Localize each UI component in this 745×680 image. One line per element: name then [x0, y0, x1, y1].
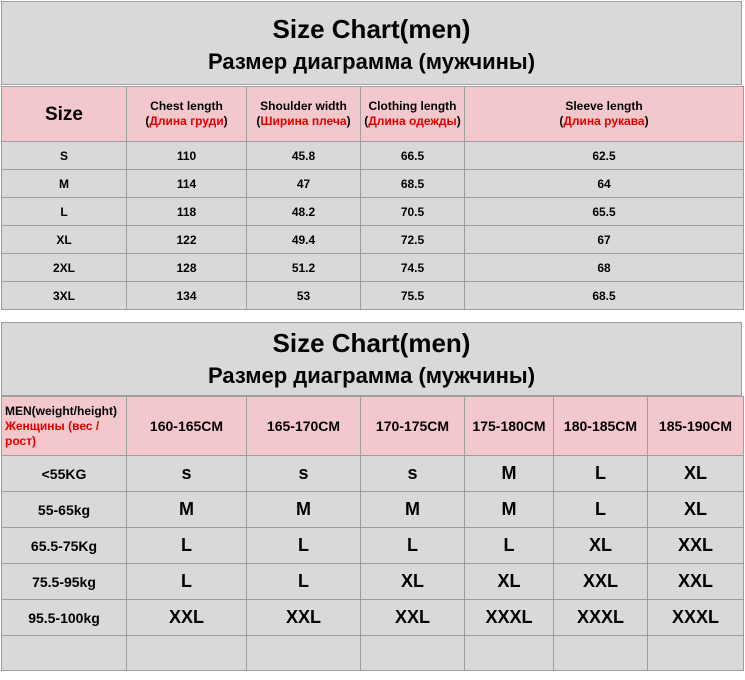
header-height: 160-165CM	[127, 397, 247, 456]
table-cell: 45.8	[247, 142, 361, 170]
header-shoulder-en: Shoulder width	[260, 99, 347, 113]
table-cell: 128	[127, 254, 247, 282]
measurement-header-row	[2, 87, 744, 142]
header-height: 170-175CM	[361, 397, 465, 456]
size-cell: XXL	[127, 600, 247, 636]
weight-cell: 75.5-95kg	[2, 564, 127, 600]
weight-cell: 95.5-100kg	[2, 600, 127, 636]
size-cell: M	[465, 492, 554, 528]
size-cell: XL	[465, 564, 554, 600]
table-cell: 70.5	[361, 198, 465, 226]
header-chest: Chest length (Длина груди)	[127, 87, 247, 142]
size-cell: s	[127, 456, 247, 492]
header-height: 180-185CM	[554, 397, 648, 456]
table-cell: XL	[2, 226, 127, 254]
table-cell: 2XL	[2, 254, 127, 282]
table-row	[2, 142, 744, 170]
table-cell: 53	[247, 282, 361, 310]
empty-row	[2, 636, 744, 671]
header-size: Size	[2, 87, 127, 142]
table-cell: 64	[465, 170, 744, 198]
size-cell: L	[465, 528, 554, 564]
table-cell: 49.4	[247, 226, 361, 254]
weight-cell: 55-65kg	[2, 492, 127, 528]
chart2-title-en: Size Chart(men)	[272, 328, 471, 358]
table-cell: 122	[127, 226, 247, 254]
header-men-ru: Женщины (вес / рост)	[5, 418, 100, 448]
size-cell: XXL	[554, 564, 648, 600]
chart1-title-en: Size Chart(men)	[272, 14, 471, 44]
empty-cell	[648, 636, 744, 671]
header-height: 185-190CM	[648, 397, 744, 456]
size-cell: XXL	[247, 600, 361, 636]
table-cell: 51.2	[247, 254, 361, 282]
size-cell: XXXL	[648, 600, 744, 636]
table-cell: 110	[127, 142, 247, 170]
table-row	[2, 198, 744, 226]
weight-cell: 65.5-75Kg	[2, 528, 127, 564]
header-chest-ru: Длина груди	[149, 114, 224, 128]
size-cell: XL	[648, 492, 744, 528]
size-cell: XXXL	[465, 600, 554, 636]
size-cell: XXL	[648, 528, 744, 564]
empty-cell	[127, 636, 247, 671]
size-cell: M	[127, 492, 247, 528]
size-cell: M	[361, 492, 465, 528]
table-row	[2, 456, 744, 492]
size-cell: L	[554, 492, 648, 528]
size-cell: XL	[648, 456, 744, 492]
weight-cell: <55KG	[2, 456, 127, 492]
section-divider	[1, 312, 742, 322]
table-cell: 134	[127, 282, 247, 310]
table-cell: 3XL	[2, 282, 127, 310]
table-cell: 48.2	[247, 198, 361, 226]
header-sleeve-ru: Длина рукава	[563, 114, 645, 128]
table-cell: M	[2, 170, 127, 198]
size-cell: M	[465, 456, 554, 492]
table-row	[2, 564, 744, 600]
table-cell: 75.5	[361, 282, 465, 310]
header-shoulder: Shoulder width (Ширина плеча)	[247, 87, 361, 142]
size-cell: L	[127, 564, 247, 600]
table-row	[2, 282, 744, 310]
size-cell: s	[247, 456, 361, 492]
header-clothing-ru: Длина одежды	[368, 114, 457, 128]
empty-cell	[247, 636, 361, 671]
table-row	[2, 528, 744, 564]
chart1-title-block	[1, 1, 742, 85]
size-cell: XXL	[361, 600, 465, 636]
header-men-weight-height	[2, 397, 127, 456]
table-cell: 72.5	[361, 226, 465, 254]
size-cell: XXXL	[554, 600, 648, 636]
table-cell: 74.5	[361, 254, 465, 282]
size-cell: s	[361, 456, 465, 492]
size-cell: M	[247, 492, 361, 528]
empty-cell	[2, 636, 127, 671]
size-cell: L	[127, 528, 247, 564]
empty-cell	[554, 636, 648, 671]
table-row	[2, 226, 744, 254]
header-sleeve: Sleeve length (Длина рукава)	[465, 87, 744, 142]
table-cell: 68.5	[465, 282, 744, 310]
empty-cell	[361, 636, 465, 671]
header-men-en: MEN(weight/height)	[5, 403, 117, 418]
chart1-title-ru: Размер диаграмма (мужчины)	[207, 49, 536, 74]
table-row	[2, 254, 744, 282]
table-cell: S	[2, 142, 127, 170]
table-row	[2, 492, 744, 528]
header-height: 165-170CM	[247, 397, 361, 456]
empty-cell	[465, 636, 554, 671]
size-cell: XL	[361, 564, 465, 600]
weight-height-table	[1, 396, 744, 671]
table-cell: 114	[127, 170, 247, 198]
size-cell: L	[247, 564, 361, 600]
header-chest-en: Chest length	[150, 99, 223, 113]
table-cell: 67	[465, 226, 744, 254]
header-clothing-en: Clothing length	[368, 99, 457, 113]
table-cell: 68.5	[361, 170, 465, 198]
header-height: 175-180CM	[465, 397, 554, 456]
table-cell: 62.5	[465, 142, 744, 170]
table-cell: 65.5	[465, 198, 744, 226]
table-cell: 47	[247, 170, 361, 198]
header-sleeve-en: Sleeve length	[565, 99, 643, 113]
size-cell: XL	[554, 528, 648, 564]
measurement-table	[1, 86, 744, 310]
size-cell: L	[247, 528, 361, 564]
table-cell: 68	[465, 254, 744, 282]
chart2-title-ru: Размер диаграмма (мужчины)	[207, 363, 536, 388]
table-cell: 66.5	[361, 142, 465, 170]
weight-height-header-row	[2, 397, 744, 456]
table-cell: 118	[127, 198, 247, 226]
header-shoulder-ru: Ширина плеча	[260, 114, 347, 128]
chart2-title-block	[1, 322, 742, 396]
size-cell: XXL	[648, 564, 744, 600]
size-cell: L	[361, 528, 465, 564]
table-row	[2, 600, 744, 636]
size-cell: L	[554, 456, 648, 492]
table-row	[2, 170, 744, 198]
header-clothing: Clothing length (Длина одежды)	[361, 87, 465, 142]
table-cell: L	[2, 198, 127, 226]
